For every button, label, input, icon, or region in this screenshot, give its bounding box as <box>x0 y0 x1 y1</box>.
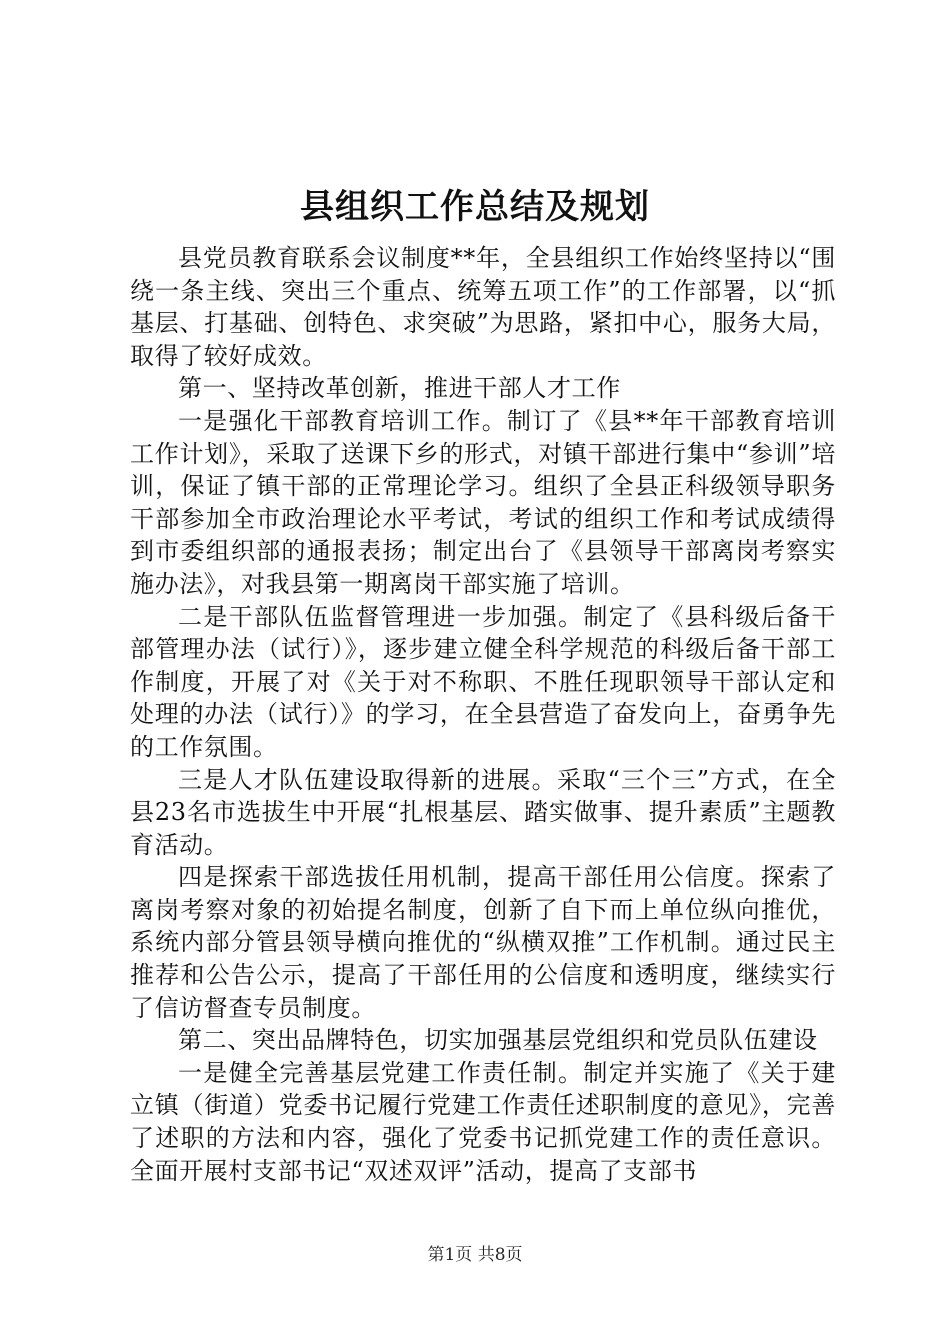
paragraph-selection-mechanism: 四是探索干部选拔任用机制，提高干部任用公信度。探索了离岗考察对象的初始提名制度，创新了自下而上单位纵向推优，系统内部分管县领导横向推优的“纵横双推”工作机制。通过民主推荐和公告公示，提高了干部任用的公信度和透明度，继续实行了信访督查专员制度。 <box>130 863 836 1022</box>
document-title: 县组织工作总结及规划 <box>300 187 650 227</box>
paragraph-cadre-training: 一是强化干部教育培训工作。制订了《县**年干部教育培训工作计划》，采取了送课下乡的形式，对镇干部进行集中“参训”培训，保证了镇干部的正常理论学习。组织了全县正科级领导职务干部参加全市政治理论水平考试，考试的组织工作和考试成绩得到市委组织部的通报表扬；制定出台了《县领导干部离岗考察实施办法》，对我县第一期离岗干部实施了培训。 <box>130 406 836 598</box>
paragraph-cadre-supervision: 二是干部队伍监督管理进一步加强。制定了《县科级后备干部管理办法（试行）》，逐步建立健全科学规范的科级后备干部工作制度，开展了对《关于对不称职、不胜任现职领导干部认定和处理的办法（试行）》的学习，在全县营造了奋发向上，奋勇争先的工作氛围。 <box>130 602 836 761</box>
page-number-footer: 第1页 共8页 <box>427 1245 523 1265</box>
section-heading-2: 第二、突出品牌特色，切实加强基层党组织和党员队伍建设 <box>178 1026 818 1055</box>
paragraph-responsibility-system: 一是健全完善基层党建工作责任制。制定并实施了《关于建立镇（街道）党委书记履行党建工作责任述职制度的意见》，完善了述职的方法和内容，强化了党委书记抓党建工作的责任意识。全面开展村支部书记“双述双评”活动，提高了支部书 <box>130 1058 836 1185</box>
document-body <box>130 242 836 1187</box>
section-heading-1: 第一、坚持改革创新，推进干部人才工作 <box>178 374 621 403</box>
paragraph-intro: 县党员教育联系会议制度**年，全县组织工作始终坚持以“围绕一条主线、突出三个重点、统筹五项工作”的工作部署，以“抓基层、打基础、创特色、求突破”为思路，紧扣中心，服务大局，取得了较好成效。 <box>130 244 836 370</box>
paragraph-talent-team: 三是人才队伍建设取得新的进展。采取“三个三”方式，在全县23名市选拔生中开展“扎根基层、踏实做事、提升素质”主题教育活动。 <box>130 765 836 859</box>
